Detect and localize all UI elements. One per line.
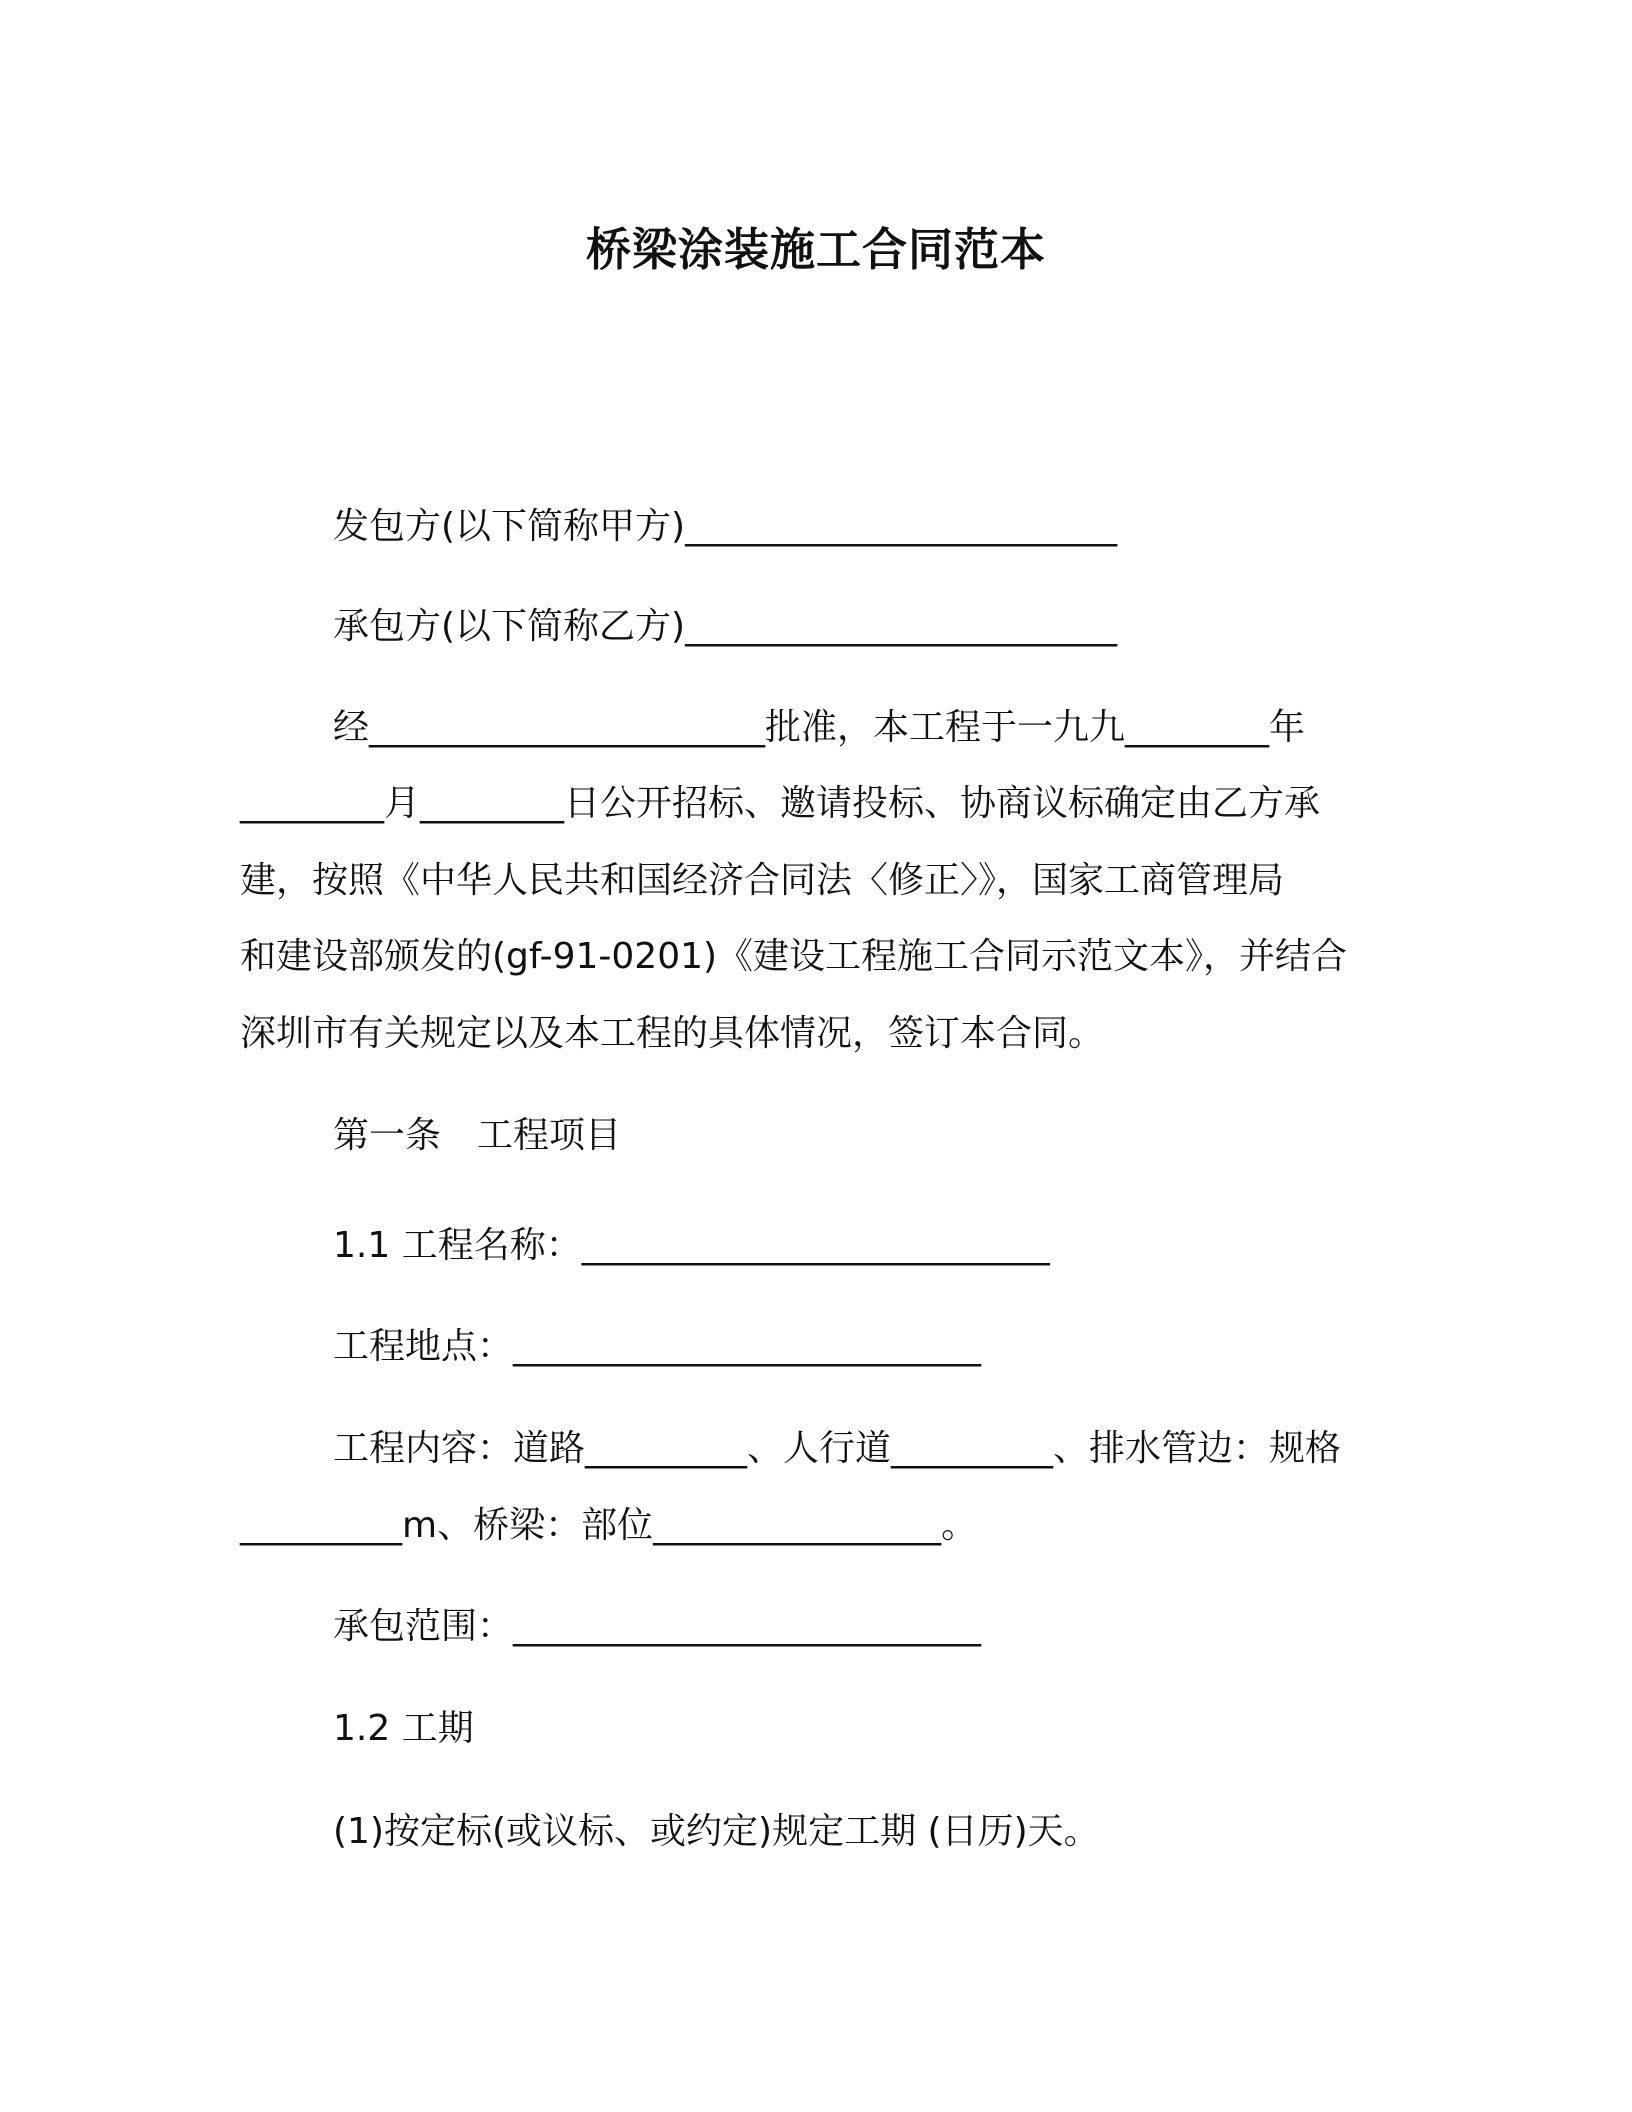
project-content-line-1: 工程内容：道路_________、人行道_________、排水管边：规格 <box>333 1428 1342 1469</box>
article-1-heading: 第一条 工程项目 <box>333 1115 622 1156</box>
clause-employer-line: 发包方(以下简称甲方)________________________ <box>333 506 1118 547</box>
contract-scope-line: 承包范围：__________________________ <box>333 1606 982 1647</box>
section-1-2-heading: 1.2 工期 <box>333 1708 474 1749</box>
clause-contractor-line: 承包方(以下简称乙方)________________________ <box>333 606 1118 647</box>
preamble-line-4: 和建设部颁发的(gf-91-0201)《建设工程施工合同示范文本》，并结合 <box>240 936 1348 977</box>
project-location-line: 工程地点：__________________________ <box>333 1326 982 1367</box>
project-name-line: 1.1 工程名称：__________________________ <box>333 1225 1050 1266</box>
document-title: 桥梁涂装施工合同范本 <box>585 223 1046 276</box>
project-content-line-2: _________m、桥梁：部位________________。 <box>240 1505 978 1546</box>
duration-item-1: (1)按定标(或议标、或约定)规定工期 (日历)天。 <box>333 1811 1100 1852</box>
preamble-line-3: 建，按照《中华人民共和国经济合同法〈修正〉》，国家工商管理局 <box>240 860 1285 901</box>
preamble-line-5: 深圳市有关规定以及本工程的具体情况，签订本合同。 <box>240 1013 1105 1054</box>
preamble-line-1: 经______________________批准，本工程于一九九________年 <box>333 707 1306 748</box>
preamble-line-2: ________月________日公开招标、邀请投标、协商议标确定由乙方承 <box>240 783 1321 824</box>
